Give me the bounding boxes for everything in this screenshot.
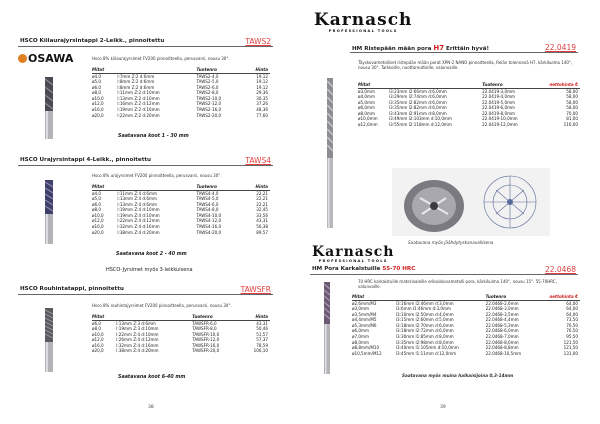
price-cell: 37,26 — [256, 101, 268, 107]
price-cell: 22,21 — [256, 196, 268, 202]
dimensions-cell: l:8mm Z:2 d:6mm — [117, 84, 155, 90]
dimensions-cell: l:22mm Z:4 d:12mm — [117, 218, 160, 224]
dimensions-cell: l3:35mm l2:82mm d:6,0mm — [389, 105, 447, 111]
product-number-cell: TAWS2-6,0 — [196, 84, 219, 90]
dimensions-cell: l:7mm Z:2 d:6mm — [117, 73, 155, 79]
dimensions-cell: l:11mm Z:2 d:10mm — [117, 90, 160, 96]
price-cell: 19,12 — [256, 73, 268, 79]
product-number-cell: 22.0419-5,0mm — [482, 99, 516, 105]
price-cell: 56,38 — [256, 224, 268, 230]
dimensions-cell: l:26mm Z:4 d:12mm — [116, 337, 159, 343]
price-cell: 19,12 — [256, 84, 268, 90]
dimensions-cell: l3:43mm l2:91mm d:8,0mm — [389, 110, 447, 116]
price-cell: 121,50 — [563, 339, 578, 345]
right-page — [300, 0, 600, 424]
price-cell: 58,00 — [566, 105, 578, 111]
diameter-cell: ø10,0 — [92, 212, 104, 218]
section-title: HM Pora Karkaistuille — [312, 266, 381, 272]
title-suffix: Erittäin hyvä! — [446, 46, 490, 52]
price-cell: 43,31 — [256, 218, 268, 224]
column-header: Tuotenro — [192, 314, 242, 320]
product-table-taws2 — [92, 67, 270, 118]
product-number-cell: TAWSFR-6,0 — [192, 320, 217, 326]
dimensions-cell: l:38mm Z:4 d:20mm — [116, 348, 159, 354]
column-header: Hinta — [242, 314, 270, 320]
osawa-logo: OSAWA — [18, 52, 73, 65]
product-number-cell: 22.0468-7,0mm — [485, 334, 519, 340]
product-number-cell: 22.0468-4,4mm — [485, 317, 519, 323]
product-number-cell: 22.0468-5,3mm — [485, 322, 519, 328]
product-number-cell: TAWS4-12,0 — [196, 218, 222, 224]
table-row — [92, 348, 270, 354]
price-cell: 22,21 — [256, 190, 268, 196]
dimensions-cell: l:19mm Z:4 d:10mm — [117, 207, 160, 213]
dimensions-cell: l:11mm Z:4 d:6mm — [117, 190, 157, 196]
dimensions-cell: l:13mm Z:4 d:6mm — [117, 196, 157, 202]
product-number-cell: 22.0468-6,0mm — [485, 328, 519, 334]
product-number-cell: 22.0419-3,0mm — [482, 88, 516, 94]
product-number-cell: TAWS2-8,0 — [196, 90, 219, 96]
hardened-drill-image — [320, 282, 334, 374]
dimensions-cell: l:19mm Z:2 d:16mm — [117, 107, 160, 113]
price-cell: 89,57 — [256, 229, 268, 235]
column-header: Mitat — [92, 184, 117, 190]
product-code: 22.0419 — [544, 43, 576, 52]
table-row — [358, 122, 580, 128]
karnasch-logo-mid: Karnasch PROFESSIONAL TOOLS — [312, 244, 395, 263]
diameter-cell: ø12,0 — [92, 218, 104, 224]
price-cell: 73,50 — [566, 317, 578, 323]
diameter-cell: ø5,0 — [92, 196, 102, 202]
dimensions-cell: l:13mm Z:3 d:6mm — [116, 320, 156, 326]
price-cell: 50,46 — [256, 326, 268, 332]
column-header: Tuotenro — [482, 82, 536, 88]
product-code: TAWS4 — [245, 156, 271, 165]
dimensions-cell: l3:35mm l2:98mm d:8,0mm — [395, 339, 454, 345]
diameter-cell: ø8,0 — [92, 207, 102, 213]
dimensions-cell: l3:10mm l2:50mm d:4,0mm — [395, 311, 454, 317]
price-cell: 30,35 — [256, 95, 268, 101]
product-number-cell: TAWSFR-8,0 — [192, 326, 217, 332]
dimensions-cell: l3:45mm l1:11mm d:12,0mm — [395, 350, 457, 356]
dimensions-cell: l:13mm Z:2 d:10mm — [117, 95, 160, 101]
roughing-end-mill-image — [40, 308, 58, 372]
title-highlight: 55-70 HRC — [382, 266, 416, 272]
product-number-cell: 22.0419-6,0mm — [482, 105, 516, 111]
diameter-cell: ø8,0mm — [358, 110, 375, 116]
drill-tip-illustration — [392, 168, 550, 236]
dimensions-cell: l3:55mm l2:118mm d:12,0mm — [389, 122, 452, 128]
dimensions-cell: l:19mm Z:3 d:10mm — [116, 326, 159, 332]
title-highlight: H7 — [433, 44, 445, 52]
column-header: Hinta — [244, 184, 270, 190]
diameter-cell: ø4,4mm/M5 — [352, 317, 377, 323]
diameter-cell: ø10,0 — [92, 95, 104, 101]
diameter-cell: ø12,0mm — [358, 122, 378, 128]
product-number-cell: 22.0468-3,5mm — [485, 311, 519, 317]
price-cell: 77,60 — [256, 112, 268, 118]
dimensions-cell: l:32mm Z:4 d:16mm — [116, 342, 159, 348]
diameter-cell: ø20,0 — [92, 112, 104, 118]
end-mill-2-flute-image — [40, 77, 58, 139]
dimensions-cell: l3:30mm l1:85mm d:8,0mm — [395, 334, 454, 340]
diameter-cell: ø2,6mm/M3 — [352, 300, 377, 306]
diameter-cell: ø10,0mm — [358, 116, 378, 122]
diameter-cell: ø8,0 — [92, 90, 102, 96]
product-number-cell: TAWS2-10,0 — [196, 95, 222, 101]
diameter-cell: ø7,0mm — [352, 334, 369, 340]
dimensions-cell: l3:16mm l2:46mm d:3,0mm — [395, 300, 454, 306]
price-cell: 106,10 — [253, 348, 268, 354]
dimensions-cell: l:8mm Z:2 d:6mm — [117, 79, 155, 85]
table-row — [352, 351, 580, 357]
diameter-cell: ø16,0 — [92, 224, 104, 230]
three-flute-note: HSCO-Jyrsimet myös 3-leikkuisena — [106, 267, 193, 273]
section-title: HM Ristepään mään pora — [352, 46, 432, 52]
price-cell: 64,00 — [566, 300, 578, 306]
product-number-cell: 22.0419-12,0mm — [482, 122, 518, 128]
dimensions-cell: l3:18mm l2:72mm d:6,0mm — [395, 328, 454, 334]
section-header-220468 — [310, 265, 578, 275]
dimensions-cell: l:38mm Z:4 d:20mm — [117, 229, 160, 235]
column-header: Tuotenro — [197, 184, 245, 190]
product-number-cell: 22.0419-10,0mm — [482, 116, 518, 122]
price-cell: 58,00 — [566, 88, 578, 94]
dimensions-cell: l:22mm Z:2 d:20mm — [117, 112, 160, 118]
product-number-cell: TAWS4-4,0 — [196, 190, 219, 196]
diameter-cell: ø6,0 — [92, 84, 102, 90]
diameter-cell: ø8,0mm — [352, 339, 369, 345]
diameter-cell: ø3,0mm — [352, 306, 369, 312]
table-row — [92, 113, 270, 119]
diameter-cell: ø16,0 — [92, 107, 104, 113]
dimensions-cell: l3:6mm l1:46mm d:3,0mm — [395, 306, 451, 312]
price-cell: 48,36 — [256, 107, 268, 113]
diameter-cell: ø12,0 — [92, 101, 104, 107]
diameter-cell: ø20,0 — [92, 229, 104, 235]
price-cell: 131,00 — [563, 350, 578, 356]
product-number-cell: TAWS4-10,0 — [196, 212, 222, 218]
product-number-cell: 22.0468-10,5mm — [485, 350, 522, 356]
product-number-cell: 22.0468-8,8mm — [485, 345, 519, 351]
product-number-cell: TAWS2-4,0 — [196, 73, 219, 79]
product-number-cell: TAWSFR-12,0 — [192, 337, 220, 343]
product-number-cell: 22.0419-4,0mm — [482, 94, 516, 100]
product-number-cell: TAWS2-5,0 — [196, 79, 219, 85]
product-number-cell: TAWS2-16,0 — [196, 107, 222, 113]
diameter-cell: ø8,8mm/M10 — [352, 345, 380, 351]
section-description: Täyskovametalliset ristepään mään porat XPN-2 NANO pinnoitteella, Reiän tolennanä H7, kärkikulma 140°, nousu 30°. Tarkkoille, nuottoreuttoille, valunvaille. — [358, 60, 573, 71]
diameter-cell: ø10,5mm/M12 — [352, 350, 382, 356]
price-cell: 58,00 — [566, 94, 578, 100]
section-description: Hsco 8% urajyrsimet FV200 pinnoitteella, perusvarsi, nousu 30°. — [92, 173, 222, 178]
stock-note: Saatavana koot 2 - 40 mm — [116, 252, 187, 257]
price-cell: 95,50 — [566, 334, 578, 340]
price-cell: 32,45 — [256, 207, 268, 213]
product-code: 22.0468 — [544, 265, 576, 274]
karnasch-logo-top: Karnasch PROFESSIONAL TOOLS — [314, 10, 413, 33]
price-cell: 76,50 — [566, 322, 578, 328]
column-header: Mitat — [358, 82, 389, 88]
osawa-mark-icon — [18, 54, 27, 63]
diameter-cell: ø4,0 — [92, 190, 102, 196]
product-table-220468 — [352, 294, 580, 356]
price-cell: 29,36 — [256, 90, 268, 96]
diameter-cell: ø5,0 — [92, 79, 102, 85]
section-title: HSCO Kiilaurajyrsintappi 2-Leikk., pinnoitettu — [20, 38, 165, 44]
column-header: Hinta — [244, 67, 270, 73]
diameter-cell: ø4,0mm — [358, 94, 375, 100]
section-description: Hsco 8% kiilaurajyrsimet FV200 pinnoitteella, perusvarsi, nousu 30°. — [92, 56, 230, 61]
product-number-cell: TAWSFR-10,0 — [192, 331, 220, 337]
price-cell: 116,00 — [563, 122, 578, 128]
image-caption: Saatavana myös jäähdytyskanavallisena — [408, 240, 494, 245]
column-header: Tuotenro — [197, 67, 245, 73]
section-description: Hsco 8% rouhintajyrsimet FV200 pinnoitteella, perusvarsi, nousu 30°. — [92, 303, 232, 308]
column-header: Mitat — [352, 294, 396, 300]
price-cell: 76,50 — [566, 328, 578, 334]
dimensions-cell: l:19mm Z:4 d:10mm — [117, 212, 160, 218]
dimensions-cell: l3:15mm l2:60mm d:5,0mm — [395, 317, 454, 323]
product-number-cell: TAWS4-6,0 — [196, 201, 219, 207]
price-cell: 43,31 — [256, 320, 268, 326]
page-number: 38 — [148, 405, 154, 410]
product-number-cell: TAWS4-20,0 — [196, 229, 222, 235]
product-number-cell: TAWS4-8,0 — [196, 207, 219, 213]
product-number-cell: 22.0468-3,0mm — [485, 306, 519, 312]
dimensions-cell: l3:40mm l1:105mm d:10,0mm — [395, 345, 459, 351]
column-header: nettohinta € — [538, 294, 580, 300]
diameter-cell: ø16,0 — [92, 342, 104, 348]
product-number-cell: TAWS4-5,0 — [196, 196, 219, 202]
price-cell: 57,37 — [256, 337, 268, 343]
diameter-cell: ø6,0 — [92, 201, 102, 207]
dimensions-cell: l3:18mm l2:70mm d:6,0mm — [395, 322, 454, 328]
price-cell: 22,21 — [256, 201, 268, 207]
price-cell: 78,59 — [256, 342, 268, 348]
section-header-taws2 — [18, 37, 273, 47]
column-header: Mitat — [92, 67, 117, 73]
price-cell: 19,12 — [256, 79, 268, 85]
section-header-tawsfr — [18, 285, 273, 295]
product-number-cell: TAWS2-20,0 — [196, 112, 222, 118]
dimensions-cell: l:22mm Z:4 d:10mm — [116, 331, 159, 337]
product-number-cell: TAWS2-12,0 — [196, 101, 222, 107]
product-number-cell: TAWSFR-20,0 — [192, 348, 220, 354]
price-cell: 64,00 — [566, 306, 578, 312]
product-code: TAWSFR — [240, 285, 271, 294]
dimensions-cell: l:16mm Z:2 d:12mm — [117, 101, 160, 107]
product-number-cell: TAWSFR-16,0 — [192, 342, 220, 348]
image-caption: Saatavana myös muina halkaisijoina 0,3-14mm — [402, 373, 514, 378]
diameter-cell: ø8,0 — [92, 326, 102, 332]
column-header: nettohinta € — [536, 82, 580, 88]
page-number: 39 — [440, 405, 446, 410]
dimensions-cell: l:32mm Z:4 d:16mm — [117, 224, 160, 230]
end-mill-4-flute-image — [40, 180, 58, 244]
column-header: Tuotenro — [486, 294, 538, 300]
price-cell: 33,56 — [256, 212, 268, 218]
product-number-cell: 22.0468-8,0mm — [485, 339, 519, 345]
diameter-cell: ø3,0mm — [358, 88, 375, 94]
dimensions-cell: l:13mm Z:4 d:6mm — [117, 201, 157, 207]
diameter-cell: ø6,0mm — [352, 328, 369, 334]
product-table-taws4 — [92, 184, 270, 235]
product-number-cell: TAWS4-16,0 — [196, 224, 222, 230]
dimensions-cell: l3:49mm l2:103mm d:10,0mm — [389, 116, 452, 122]
diameter-cell: ø12,0 — [92, 337, 104, 343]
column-header: Mitat — [92, 314, 116, 320]
dimensions-cell: l3:23mm l2:66mm d:6,0mm — [389, 88, 447, 94]
price-cell: 58,00 — [566, 99, 578, 105]
product-code: TAWS2 — [245, 37, 271, 46]
diameter-cell: ø4,0 — [92, 73, 102, 79]
price-cell: 51,57 — [256, 331, 268, 337]
product-table-220419 — [358, 82, 580, 128]
section-description: 70 HRC karkaistuille materiaaleille erikoiskovametalli pora, kärkikulma 140°, nousu 15°. 55-70HRC, valunvaille. — [358, 279, 557, 290]
section-title: HSCO Urajyrsintappi 4-Leikk., pinnoitettu — [20, 157, 152, 163]
diameter-cell: ø20,0 — [92, 348, 104, 354]
stock-note: Saatavana koot 6-40 mm — [118, 375, 186, 380]
table-row — [92, 230, 270, 236]
section-header-taws4 — [18, 156, 273, 166]
price-cell: 121,50 — [563, 345, 578, 351]
section-title: HSCO Rouhintatappi, pinnoitettu — [20, 286, 124, 292]
stock-note: Saatavana koot 1 - 30 mm — [118, 134, 189, 139]
diameter-cell: ø6,0 — [92, 320, 102, 326]
diameter-cell: ø5,3mm/M6 — [352, 322, 377, 328]
product-table-tawsfr — [92, 314, 270, 354]
product-number-cell: 22.0419-8,0mm — [482, 110, 516, 116]
dimensions-cell: l3:35mm l2:82mm d:6,0mm — [389, 99, 447, 105]
diameter-cell: ø3,5mm/M4 — [352, 311, 377, 317]
diameter-cell: ø10,0 — [92, 331, 104, 337]
price-cell: 64,00 — [566, 311, 578, 317]
section-header-220419 — [350, 43, 578, 53]
product-number-cell: 22.0468-2,6mm — [485, 300, 519, 306]
diameter-cell: ø5,0mm — [358, 99, 375, 105]
price-cell: 70,00 — [566, 110, 578, 116]
diameter-cell: ø6,0mm — [358, 105, 375, 111]
price-cell: 81,00 — [566, 116, 578, 122]
dimensions-cell: l3:29mm l2:74mm d:6,0mm — [389, 94, 447, 100]
carbide-drill-h7-image — [320, 78, 340, 228]
